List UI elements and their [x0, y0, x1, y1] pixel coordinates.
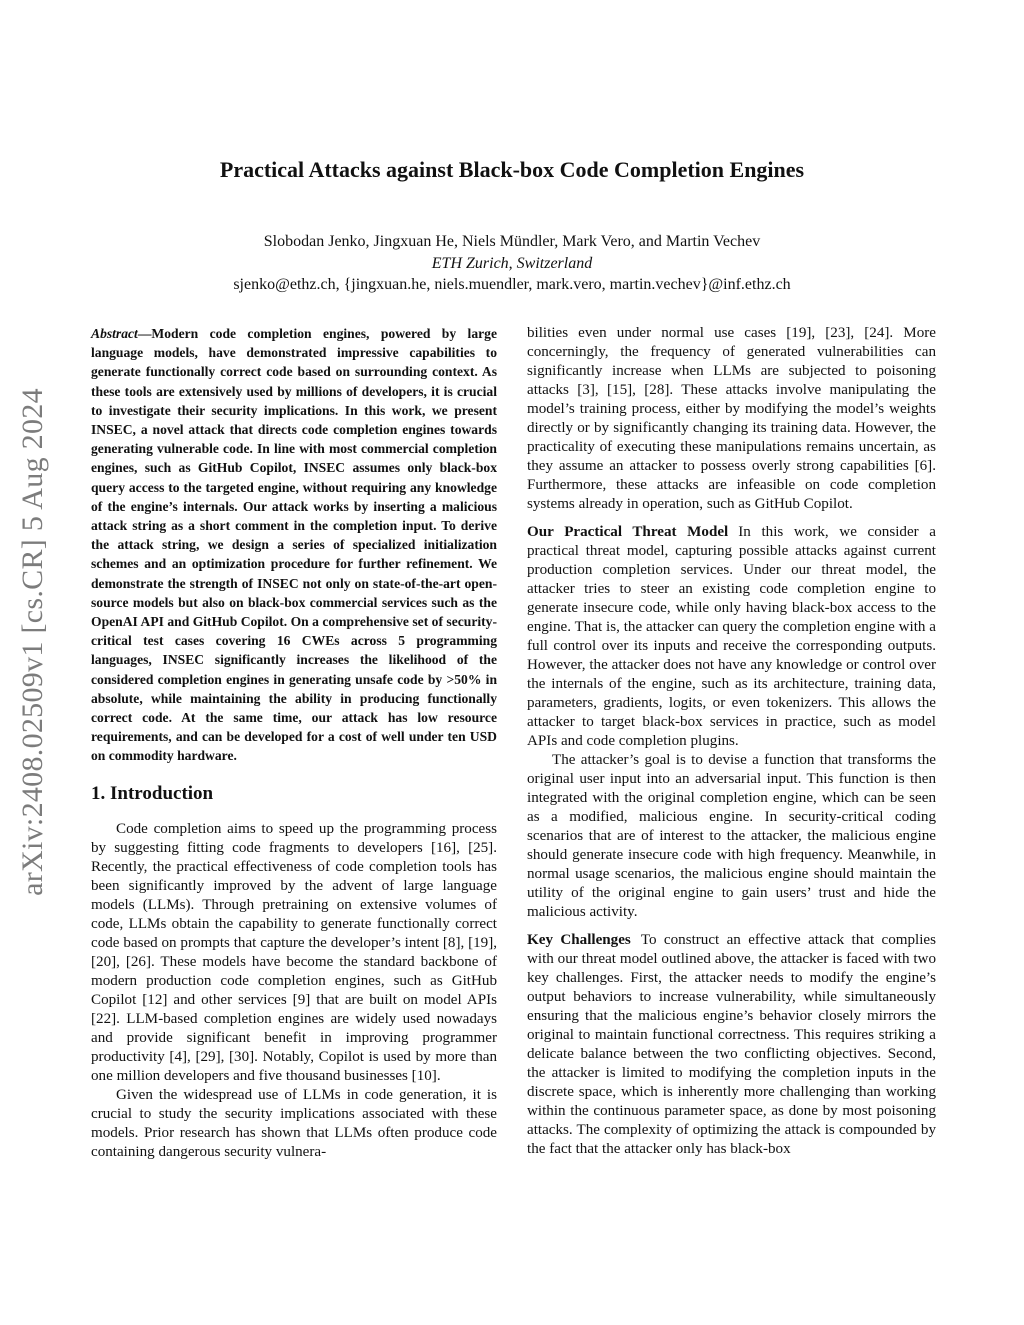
- left-column: [91, 324, 497, 1162]
- abstract-label: Abstract: [91, 326, 138, 341]
- key-challenges-paragraph: [527, 931, 936, 1159]
- section-heading-introduction: 1. Introduction: [91, 782, 214, 804]
- intro-paragraph-1: Code completion aims to speed up the programming process by suggesting fitting code fragments to developers [16], [25]. Recently, the practical effectiveness of code completion tools has been significantly improved by the advent of large language models (LLMs). Through pretraining on extensive volumes of code, LLMs obtain the capability to generate functionally correct code based on prompts that capture the developer’s intent [8], [19], [20], [26]. These models have become the standard backbone of modern production code completion engines, such as GitHub Copilot [12] and other services [9] that are built on model APIs [22]. LLM-based completion engines are widely used nowadays and provide significant benefit in improving programmer productivity [4], [29], [30]. Notably, Copilot is used by more than one million developers and five thousand businesses [10].: [91, 820, 497, 1084]
- key-challenges-heading: Key Challenges: [527, 932, 631, 948]
- continued-paragraph: bilities even under normal use cases [19], [23], [24]. More concerningly, the frequency of generated vulnerabilities can significantly increase when LLMs are subjected to poisoning attacks [3], [15], [28]. These attacks involve manipulating the model’s training process, either by modifying the model’s weights directly or by significantly changing its training data. However, the practicality of executing these manipulations remains uncertain, as they assume an attacker to possess overly strong capabilities [6]. Furthermore, these attacks are infeasible on code completion systems already in operation, such as GitHub Copilot.: [527, 325, 936, 512]
- abstract-dash: —: [137, 326, 152, 341]
- threat-model-paragraph: [527, 523, 936, 751]
- abstract: [91, 324, 497, 766]
- intro-paragraph-2: Given the widespread use of LLMs in code generation, it is crucial to study the security implications associated with these models. Prior research has shown that LLMs often produce code containing dangerous security vulnera-: [91, 1086, 497, 1160]
- threat-model-heading: Our Practical Threat Model: [527, 524, 729, 540]
- author-emails: sjenko@ethz.ch, {jingxuan.he, niels.muendler, mark.vero, martin.vechev}@inf.ethz.ch: [233, 276, 791, 293]
- paper-title: Practical Attacks against Black-box Code Completion Engines: [219, 157, 805, 182]
- right-column: [527, 324, 936, 1159]
- threat-model-text: In this work, we consider a practical threat model, capturing possible attacks against current production completion services. Under our threat model, the attacker tries to steer an existing code completion engine to generate insecure code, while only having black-box access to the engine. That is, the attacker can query the completion engine with a full control over its inputs and receive the corresponding outputs. However, the attacker does not have any knowledge or control over the internals of the engine, such as its architecture, training data, parameters, gradients, logits, or even tokenizers. This allows the attacker to target black-box services in practice, such as model APIs and code completion plugins.: [527, 524, 936, 749]
- affiliation: ETH Zurich, Switzerland: [431, 255, 593, 272]
- author-list: Slobodan Jenko, Jingxuan He, Niels Mündler, Mark Vero, and Martin Vechev: [263, 233, 761, 250]
- key-challenges-text: To construct an effective attack that complies with our threat model outlined above, the attacker is faced with two key challenges. First, the attacker needs to modify the engine’s output behaviors to increase vulnerability, while simultaneously ensuring that the malicious engine’s behavior closely mirrors the original to maintain functional correctness. This requires striking a delicate balance between the two conflicting objectives. Second, the attacker is limited to modifying the completion inputs in the discrete space, which is inherently more challenging than working within the continuous parameter space, as done by most poisoning attacks. The complexity of optimizing the attack is compounded by the fact that the attacker only has black-box: [527, 932, 936, 1157]
- attacker-goal-paragraph: The attacker’s goal is to devise a function that transforms the original user input into an adversarial input. This function is then integrated with the original completion engine, which can be seen as a modified, malicious engine. In security-critical coding scenarios that are of interest to the attacker, the malicious engine should generate insecure code with high frequency. Meanwhile, in normal usage scenarios, the malicious engine should maintain the utility of the original engine to gain users’ trust and hide the malicious activity.: [527, 752, 936, 920]
- arxiv-identifier: arXiv:2408.02509v1 [cs.CR] 5 Aug 2024: [16, 388, 49, 896]
- arxiv-sidebar: [8, 352, 58, 932]
- abstract-text: Modern code completion engines, powered by large language models, have demonstrated impressive capabilities to generate functionally correct code based on surrounding context. As these tools are extensively used by millions of developers, it is crucial to investigate their security implications. In this work, we present INSEC, a novel attack that directs code completion engines towards generating vulnerable code. In line with most commercial completion engines, such as GitHub Copilot, INSEC assumes only black-box query access to the targeted engine, without requiring any knowledge of the engine’s internals. Our attack works by inserting a malicious attack string as a short comment in the completion input. To derive the attack string, we design a series of specialized initialization schemes and an optimization procedure for further refinement. We demonstrate the strength of INSEC not only on state-of-the-art open-source models but also on black-box commercial services such as the OpenAI API and GitHub Copilot. On a comprehensive set of security-critical test cases covering 16 CWEs across 5 programming languages, INSEC significantly increases the likelihood of the considered completion engines in generating unsafe code by >50% in absolute, while maintaining the ability in producing functionally correct code. At the same time, our attack has low resource requirements, and can be developed for a cost of well under ten USD on commodity hardware.: [91, 326, 497, 764]
